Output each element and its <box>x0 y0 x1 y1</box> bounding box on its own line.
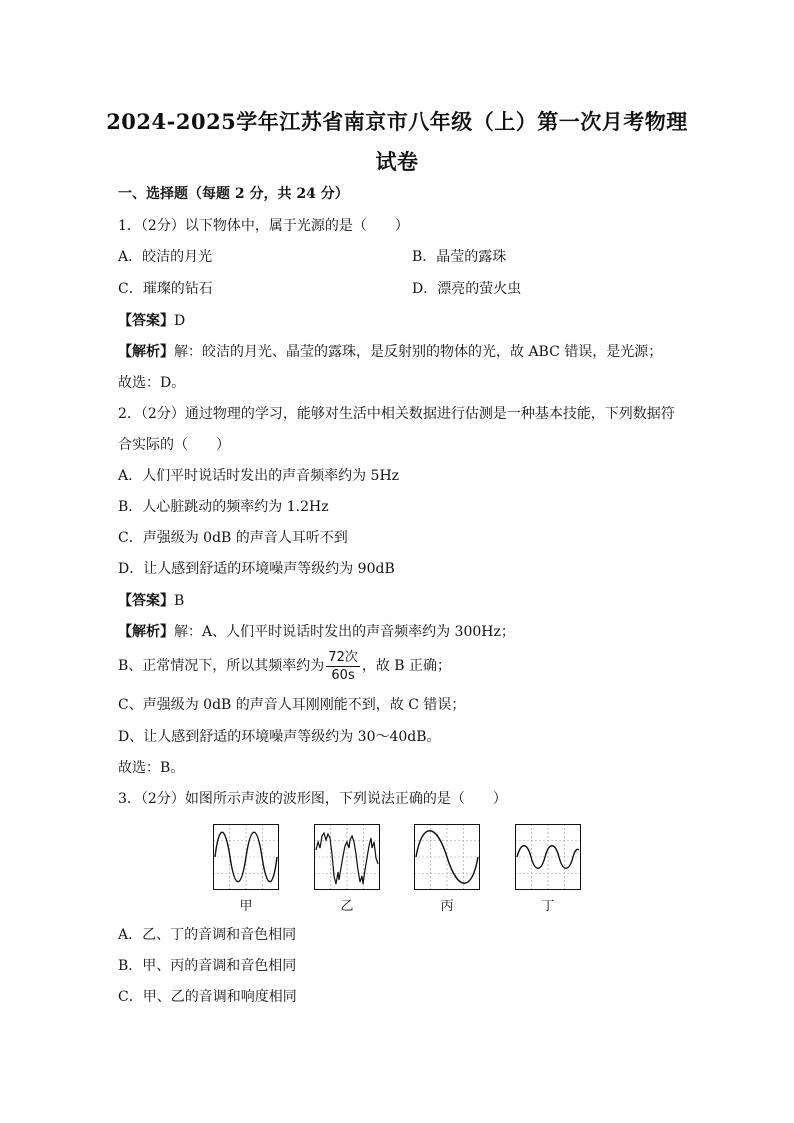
q2-analysis-c: C、声强级为 0dB 的声音人耳刚刚能不到，故 C 错误； <box>118 697 466 713</box>
q1-option-b: B．晶莹的露珠 <box>412 249 507 265</box>
frequency-fraction <box>326 649 360 684</box>
q1-option-d: D．漂亮的萤火虫 <box>412 281 522 297</box>
analysis-tag: 【解析】 <box>118 344 174 360</box>
q1-option-c: C．璀璨的钻石 <box>118 281 213 297</box>
q2-analysis-a <box>118 622 515 642</box>
waveform-bing <box>414 824 480 890</box>
q3-option-a: A．乙、丁的音调和音色相同 <box>118 927 297 943</box>
q2-option-c: C．声强级为 0dB 的声音人耳听不到 <box>118 530 348 546</box>
q3-stem: 3．（2分）如图所示声波的波形图，下列说法正确的是（ ） <box>118 791 507 807</box>
q1-analysis <box>118 342 662 362</box>
q2-analysis-b <box>118 648 451 684</box>
q1-analysis-text: 解：皎洁的月光、晶莹的露珠，是反射别的物体的光，故 ABC 错误，是光源； <box>174 344 663 360</box>
q2-answer <box>118 591 184 611</box>
fraction-denominator: 60s <box>331 667 355 683</box>
q2-answer-value: B <box>174 593 185 609</box>
waveform-label-bing: 丙 <box>440 899 454 914</box>
q3-option-c: C．甲、乙的音调和响度相同 <box>118 989 297 1005</box>
q1-answer <box>118 311 185 331</box>
q2-analysis-a-text: 解：A、人们平时说话时发出的声音频率约为 300Hz； <box>174 624 515 640</box>
waveform-label-yi: 乙 <box>340 899 354 914</box>
q1-conclusion: 故选：D。 <box>118 375 186 391</box>
section-heading: 一、选择题（每题 2 分，共 24 分） <box>118 186 349 202</box>
q2-analysis-b-pre: B、正常情况下，所以其频率约为 <box>118 658 325 674</box>
waveform-label-ding: 丁 <box>541 899 555 914</box>
waveform-yi <box>314 824 380 890</box>
title-line-1: 2024-2025学年江苏省南京市八年级（上）第一次月考物理 <box>106 109 688 134</box>
q2-option-a: A．人们平时说话时发出的声音频率约为 5Hz <box>118 468 400 484</box>
q3-option-b: B．甲、丙的音调和音色相同 <box>118 958 297 974</box>
q2-stem-line-1: 2．（2分）通过物理的学习，能够对生活中相关数据进行估测是一种基本技能，下列数据符 <box>118 406 675 422</box>
q2-option-b: B．人心脏跳动的频率约为 1.2Hz <box>118 499 329 515</box>
waveform-ding <box>515 824 581 890</box>
q2-conclusion: 故选：B。 <box>118 760 185 776</box>
q2-stem-line-2: 合实际的（ ） <box>118 437 230 453</box>
q1-answer-value: D <box>174 313 186 329</box>
waveform-jia <box>213 824 279 890</box>
fraction-numerator: 72次 <box>328 649 358 665</box>
q2-option-d: D．让人感到舒适的环境噪声等级约为 90dB <box>118 561 395 577</box>
q1-stem: 1．（2分）以下物体中，属于光源的是（ ） <box>118 218 409 234</box>
q1-option-a: A．皎洁的月光 <box>118 249 213 265</box>
waveform-label-jia: 甲 <box>239 899 253 914</box>
q2-analysis-b-post: ，故 B 正确； <box>361 658 452 674</box>
analysis-tag: 【解析】 <box>118 624 174 640</box>
answer-tag: 【答案】 <box>118 593 174 609</box>
q2-analysis-d: D、让人感到舒适的环境噪声等级约为 30～40dB。 <box>118 729 441 745</box>
answer-tag: 【答案】 <box>118 313 174 329</box>
title-line-2: 试卷 <box>375 149 419 174</box>
